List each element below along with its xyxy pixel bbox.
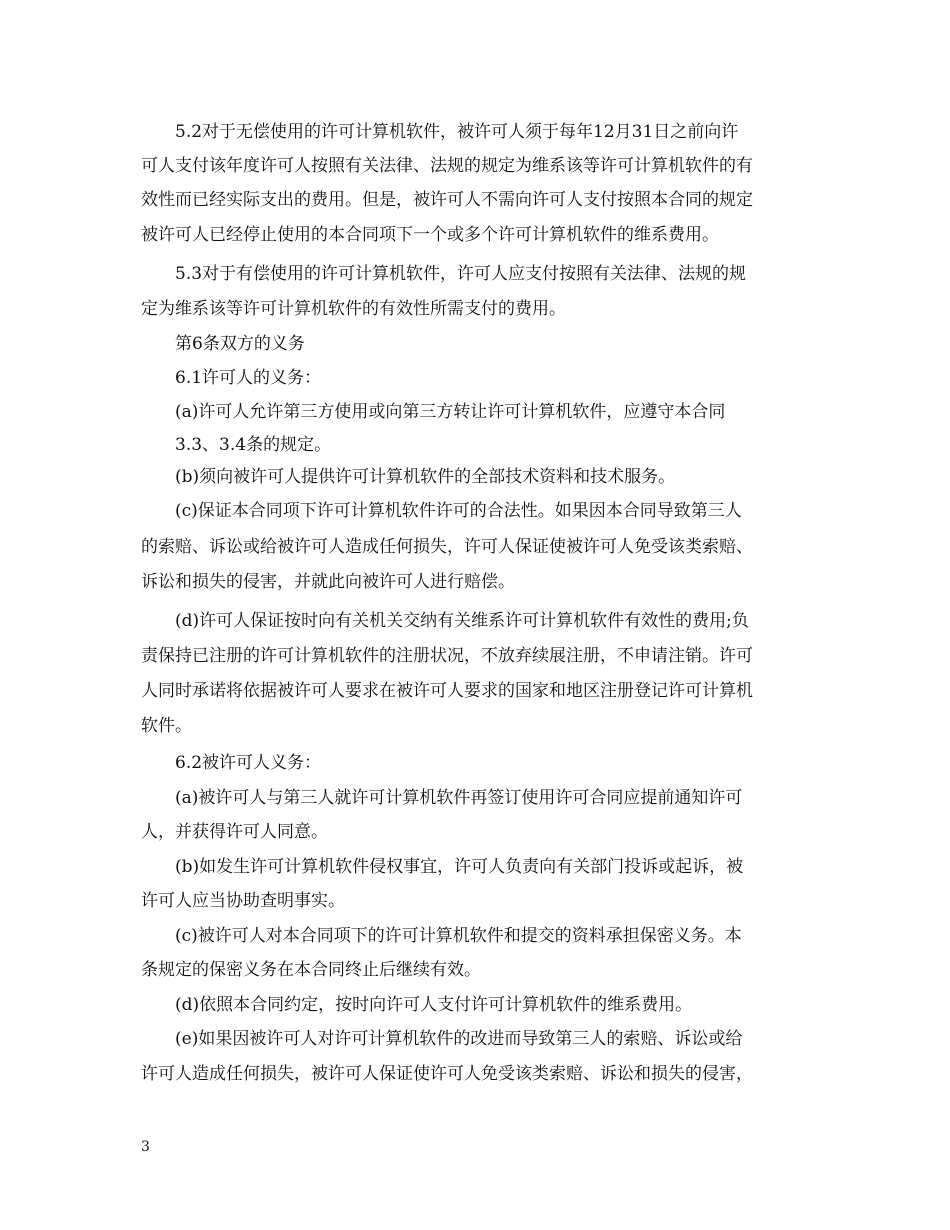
- text-line: 软件。: [141, 716, 192, 736]
- text-line: 定为维系该等许可计算机软件的有效性所需支付的费用。: [141, 299, 566, 319]
- text-line: 人，并获得许可人同意。: [141, 822, 328, 842]
- text-line: (a)许可人允许第三方使用或向第三方转让许可计算机软件，应遵守本合同: [175, 402, 726, 422]
- text-line: (a)被许可人与第三人就许可计算机软件再签订使用许可合同应提前通知许可: [175, 788, 743, 808]
- text-line: 5.2对于无偿使用的许可计算机软件，被许可人须于每年12月31日之前向许: [175, 122, 739, 142]
- text-line: 责保持已注册的许可计算机软件的注册状况，不放弃续展注册，不申请注销。许可: [141, 646, 753, 666]
- text-line: 可人支付该年度许可人按照有关法律、法规的规定为维系该等许可计算机软件的有: [141, 156, 753, 176]
- text-line: 人同时承诺将依据被许可人要求在被许可人要求的国家和地区注册登记许可计算机: [141, 681, 753, 701]
- text-line: (b)须向被许可人提供许可计算机软件的全部技术资料和技术服务。: [175, 467, 676, 487]
- subsection-heading: 6.1许可人的义务：: [175, 368, 322, 388]
- page-number: 3: [141, 1139, 150, 1155]
- text-line: 被许可人已经停止使用的本合同项下一个或多个许可计算机软件的维系费用。: [141, 225, 719, 245]
- section-heading: 第6条双方的义务: [175, 334, 305, 354]
- text-line: 的索赔、诉讼或给被许可人造成任何损失，许可人保证使被许可人免受该类索赔、: [141, 537, 753, 557]
- text-line: 诉讼和损失的侵害，并就此向被许可人进行赔偿。: [141, 572, 515, 592]
- text-line: (d)依照本合同约定，按时向许可人支付许可计算机软件的维系费用。: [175, 995, 693, 1015]
- text-line: 条规定的保密义务在本合同终止后继续有效。: [141, 960, 481, 980]
- text-line: (b)如发生许可计算机软件侵权事宜，许可人负责向有关部门投诉或起诉，被: [175, 857, 744, 877]
- subsection-heading: 6.2被许可人义务：: [175, 753, 322, 773]
- text-line: (d)许可人保证按时向有关机关交纳有关维系许可计算机软件有效性的费用;负: [175, 611, 749, 631]
- text-line: 效性而已经实际支出的费用。但是，被许可人不需向许可人支付按照本合同的规定: [141, 190, 753, 210]
- text-line: (e)如果因被许可人对许可计算机软件的改进而导致第三人的索赔、诉讼或给: [175, 1029, 743, 1049]
- text-line: 许可人应当协助查明事实。: [141, 891, 345, 911]
- text-line: (c)被许可人对本合同项下的许可计算机软件和提交的资料承担保密义务。本: [175, 926, 742, 946]
- text-line: 5.3对于有偿使用的许可计算机软件，许可人应支付按照有关法律、法规的规: [175, 264, 747, 284]
- text-line: 许可人造成任何损失，被许可人保证使许可人免受该类索赔、诉讼和损失的侵害，: [141, 1064, 753, 1084]
- text-line: 3.3、3.4条的规定。: [175, 435, 332, 455]
- text-line: (c)保证本合同项下许可计算机软件许可的合法性。如果因本合同导致第三人: [175, 501, 742, 521]
